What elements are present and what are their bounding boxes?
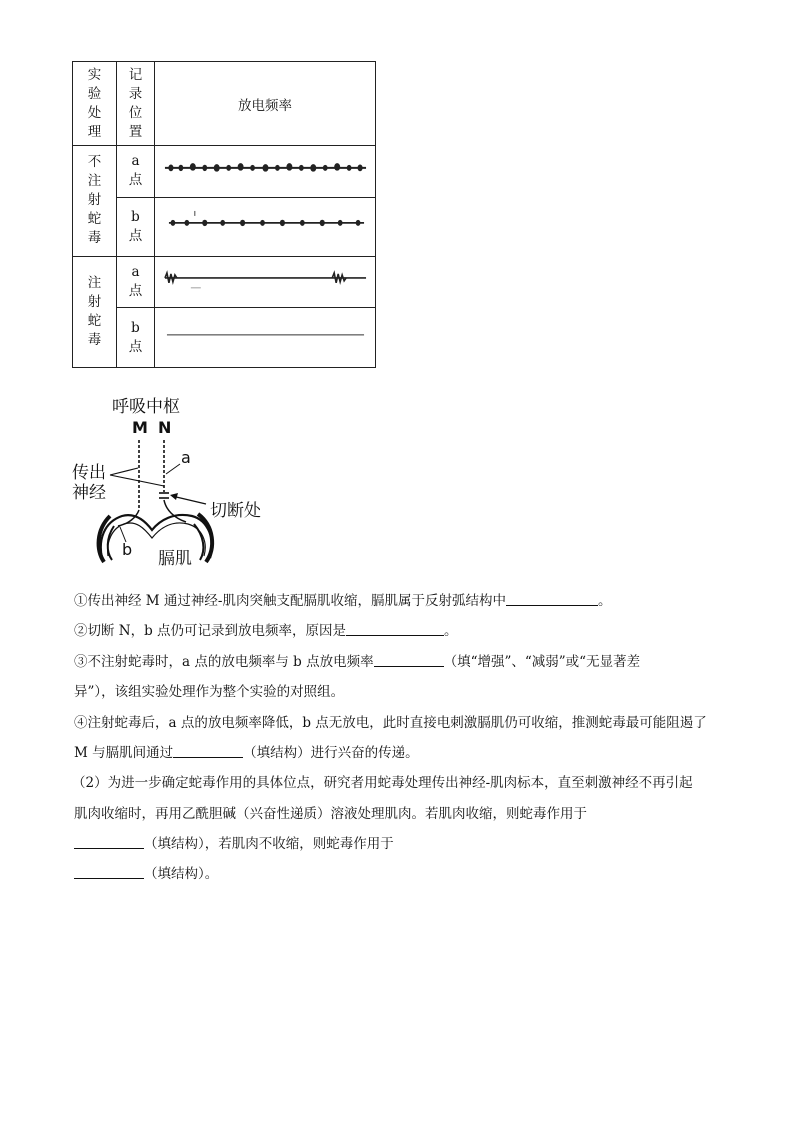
diaphragm-label: 膈肌 <box>158 549 192 569</box>
question-3-line-1 <box>74 652 640 672</box>
question-text: （填结构）进行兴奋的传递。 <box>243 745 419 761</box>
treatment-char: 毒 <box>87 230 102 247</box>
label-a: a <box>181 448 191 467</box>
nerve-diaphragm-diagram <box>70 390 290 570</box>
respiratory-center-label: 呼吸中枢 <box>112 397 180 417</box>
question-end: 。 <box>444 623 458 639</box>
position-char: b <box>131 319 140 336</box>
waveform-cell <box>155 256 376 308</box>
answer-blank[interactable] <box>74 834 144 849</box>
waveform-cell <box>155 146 376 198</box>
position-char: 点 <box>128 227 143 244</box>
treatment-no-venom <box>73 146 117 257</box>
header-char: 验 <box>87 85 102 102</box>
answer-blank[interactable] <box>346 621 444 636</box>
header-position <box>117 62 155 146</box>
question-2 <box>74 621 458 641</box>
efferent-nerve-label-2: 神经 <box>72 483 106 503</box>
treatment-char: 不 <box>87 154 102 171</box>
answer-blank[interactable] <box>173 743 243 758</box>
treatment-char: 注 <box>87 173 102 190</box>
efferent-nerve-label-1: 传出 <box>72 463 106 483</box>
position-char: 点 <box>128 282 143 299</box>
position-a <box>117 256 155 308</box>
question-text: （填“增强”、“减弱”或“无显著差 <box>443 654 641 670</box>
question-5-line-4 <box>74 864 218 884</box>
header-char: 位 <box>128 104 143 121</box>
header-char: 记 <box>128 66 143 83</box>
question-end: 。 <box>597 593 612 609</box>
header-treatment <box>73 62 117 146</box>
results-table <box>72 61 376 368</box>
question-1 <box>74 591 611 611</box>
question-text: ②切断 N，b 点仍可记录到放电频率，原因是 <box>74 623 347 639</box>
question-5-line-2: 肌肉收缩时，再用乙酰胆碱（兴奋性递质）溶液处理肌肉。若肌肉收缩，则蛇毒作用于 <box>74 806 587 822</box>
question-5-line-3 <box>74 834 394 854</box>
treatment-char: 射 <box>87 192 102 209</box>
position-char: 点 <box>128 338 143 355</box>
position-char: 点 <box>128 172 143 189</box>
position-b <box>117 197 155 256</box>
label-M: M <box>132 418 148 437</box>
header-char: 处 <box>87 104 102 121</box>
dense-spike-trace <box>155 146 375 197</box>
flat-trace <box>155 308 375 367</box>
question-text: ③不注射蛇毒时，a 点的放电频率与 b 点放电频率 <box>74 654 374 670</box>
question-text: M 与膈肌间通过 <box>74 745 174 761</box>
treatment-venom <box>73 256 117 367</box>
question-3-line-2: 异”），该组实验处理作为整个实验的对照组。 <box>74 684 345 700</box>
answer-blank[interactable] <box>506 591 598 606</box>
position-char: a <box>131 263 140 280</box>
treatment-char: 射 <box>87 293 102 310</box>
treatment-char: 蛇 <box>87 312 102 329</box>
question-4-line-2 <box>74 743 419 763</box>
question-5-line-1: （2）为进一步确定蛇毒作用的具体位点，研究者用蛇毒处理传出神经-肌肉标本，直至刺激神经不再引起 <box>72 775 693 791</box>
label-N: N <box>158 418 172 437</box>
waveform-cell <box>155 308 376 368</box>
question-text: ①传出神经 M 通过神经-肌肉突触支配膈肌收缩，膈肌属于反射弧结构中 <box>74 593 506 609</box>
label-b: b <box>122 540 133 559</box>
header-frequency: 放电频率 <box>155 62 376 146</box>
question-text: （填结构），若肌肉不收缩，则蛇毒作用于 <box>144 836 394 852</box>
header-char: 置 <box>128 123 143 140</box>
position-char: a <box>131 153 140 170</box>
position-b <box>117 308 155 368</box>
position-a <box>117 146 155 198</box>
question-text: （填结构）。 <box>144 866 219 882</box>
header-char: 理 <box>87 123 102 140</box>
treatment-char: 注 <box>87 274 102 291</box>
header-char: 录 <box>128 85 143 102</box>
cut-site-label: 切断处 <box>210 501 261 521</box>
sparse-spike-trace <box>155 257 375 308</box>
header-char: 实 <box>87 66 102 83</box>
answer-blank[interactable] <box>374 652 444 667</box>
treatment-char: 毒 <box>87 331 102 348</box>
waveform-cell <box>155 197 376 256</box>
dense-spike-trace <box>155 198 375 256</box>
question-4-line-1: ④注射蛇毒后，a 点的放电频率降低，b 点无放电，此时直接电刺激膈肌仍可收缩，推测蛇毒最可能阻遏了 <box>74 715 707 731</box>
answer-blank[interactable] <box>74 864 144 879</box>
treatment-char: 蛇 <box>87 211 102 228</box>
position-char: b <box>131 208 140 225</box>
